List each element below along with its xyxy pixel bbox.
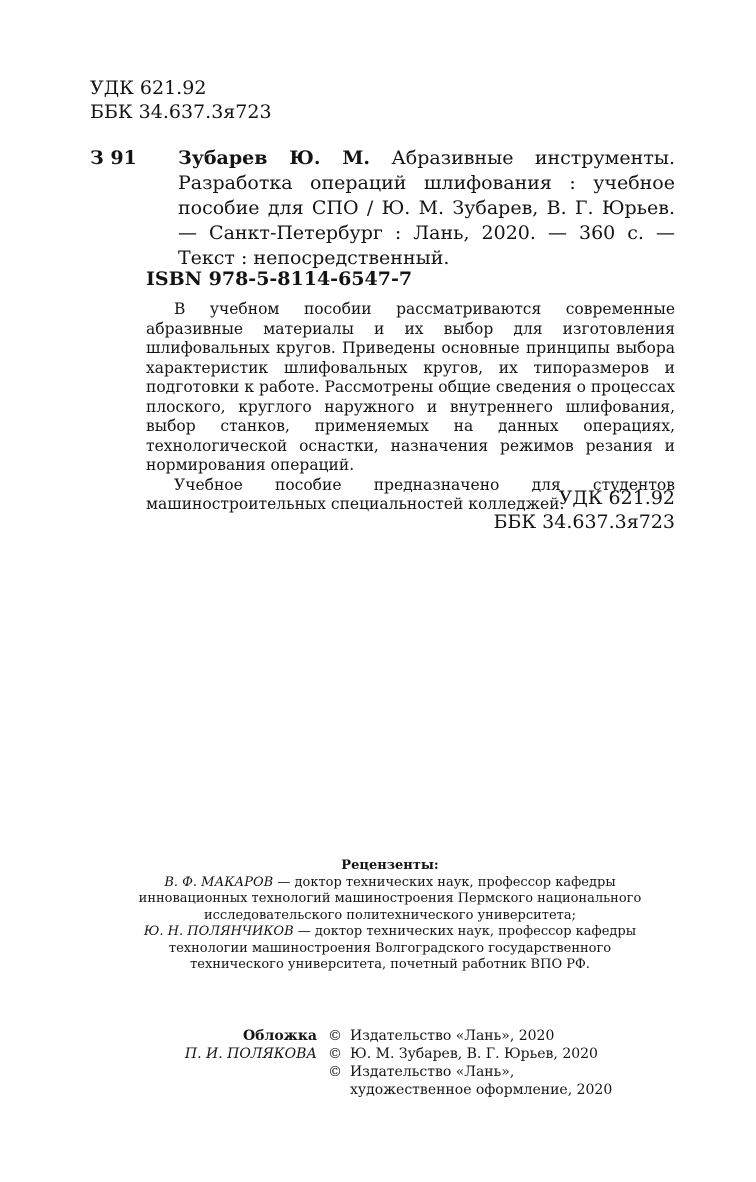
copyright-text-3a: Издательство «Лань», (350, 1064, 515, 1080)
author-mark: З 91 (90, 147, 137, 169)
copyright-text-1: Издательство «Лань», 2020 (350, 1028, 555, 1044)
annotation (146, 300, 675, 515)
isbn: ISBN 978-5-8114-6547-7 (146, 268, 413, 290)
reviewer-2 (120, 924, 660, 974)
copyright-icon: © (328, 1046, 342, 1062)
cover-credit (90, 1027, 317, 1063)
bibliographic-description (178, 146, 675, 271)
copyright-icon: © (328, 1064, 342, 1080)
reviewer-1-text: — доктор технических наук, профессор кафедры инновационных технологий машиностроения Пермского национального исследовательского политехнического университета; (138, 874, 642, 923)
reviewer-2-text: — доктор технических наук, профессор кафедры технологии машиностроения Волгоградского государственного технического университета, почетный работник ВПО РФ. (168, 924, 637, 972)
copyright-line-1 (328, 1027, 612, 1045)
copyright-line-2 (328, 1045, 612, 1063)
reviewer-1 (120, 875, 660, 925)
bibliographic-text: Абразивные инструменты. Разработка операций шлифования : учебное пособие для СПО / Ю. М. Зубарев, В. Г. Юрьев. — Санкт-Петербург : Лань, 2020. — 360 с. — Текст : непосредственный. (178, 147, 676, 269)
copyright-list (328, 1027, 612, 1099)
udk-code-bottom: УДК 621.92 (558, 487, 675, 509)
bbk-code: ББК 34.637.3я723 (90, 101, 272, 123)
annotation-paragraph-2: Учебное пособие предназначено для студентов машиностроительных специальностей колледжей. (146, 475, 675, 513)
author-name: Зубарев Ю. М. (178, 147, 371, 169)
cover-author: П. И. ПОЛЯКОВА (184, 1046, 317, 1062)
reviewers-block (120, 858, 660, 974)
copyright-line-3 (328, 1063, 612, 1099)
reviewer-2-name: Ю. Н. ПОЛЯНЧИКОВ (143, 924, 294, 939)
copyright-text-2: Ю. М. Зубарев, В. Г. Юрьев, 2020 (350, 1046, 598, 1062)
udk-footer (420, 486, 675, 534)
reviewer-1-name: В. Ф. МАКАРОВ (164, 874, 274, 890)
copyright-text-3b: художественное оформление, 2020 (350, 1082, 613, 1098)
copyright-icon: © (328, 1028, 342, 1044)
annotation-paragraph-1: В учебном пособии рассматриваются современные абразивные материалы и их выбор для изготовления шлифовальных кругов. Приведены основные принципы выбора характеристик шлифовальных кругов, их типоразмеров и подготовки к работе. Рассмотрены общие сведения о процессах плоского, круглого наружного и внутреннего шлифования, выбор станков, применяемых на данных операциях, технологической оснастки, назначения режимов резания и нормирования операций. (146, 300, 675, 474)
udk-header (90, 76, 272, 124)
bbk-code-bottom: ББК 34.637.3я723 (493, 511, 675, 533)
bibliographic-entry (90, 146, 675, 271)
cover-label: Обложка (242, 1028, 317, 1044)
reviewers-heading: Рецензенты: (341, 858, 439, 873)
udk-code: УДК 621.92 (90, 77, 207, 99)
